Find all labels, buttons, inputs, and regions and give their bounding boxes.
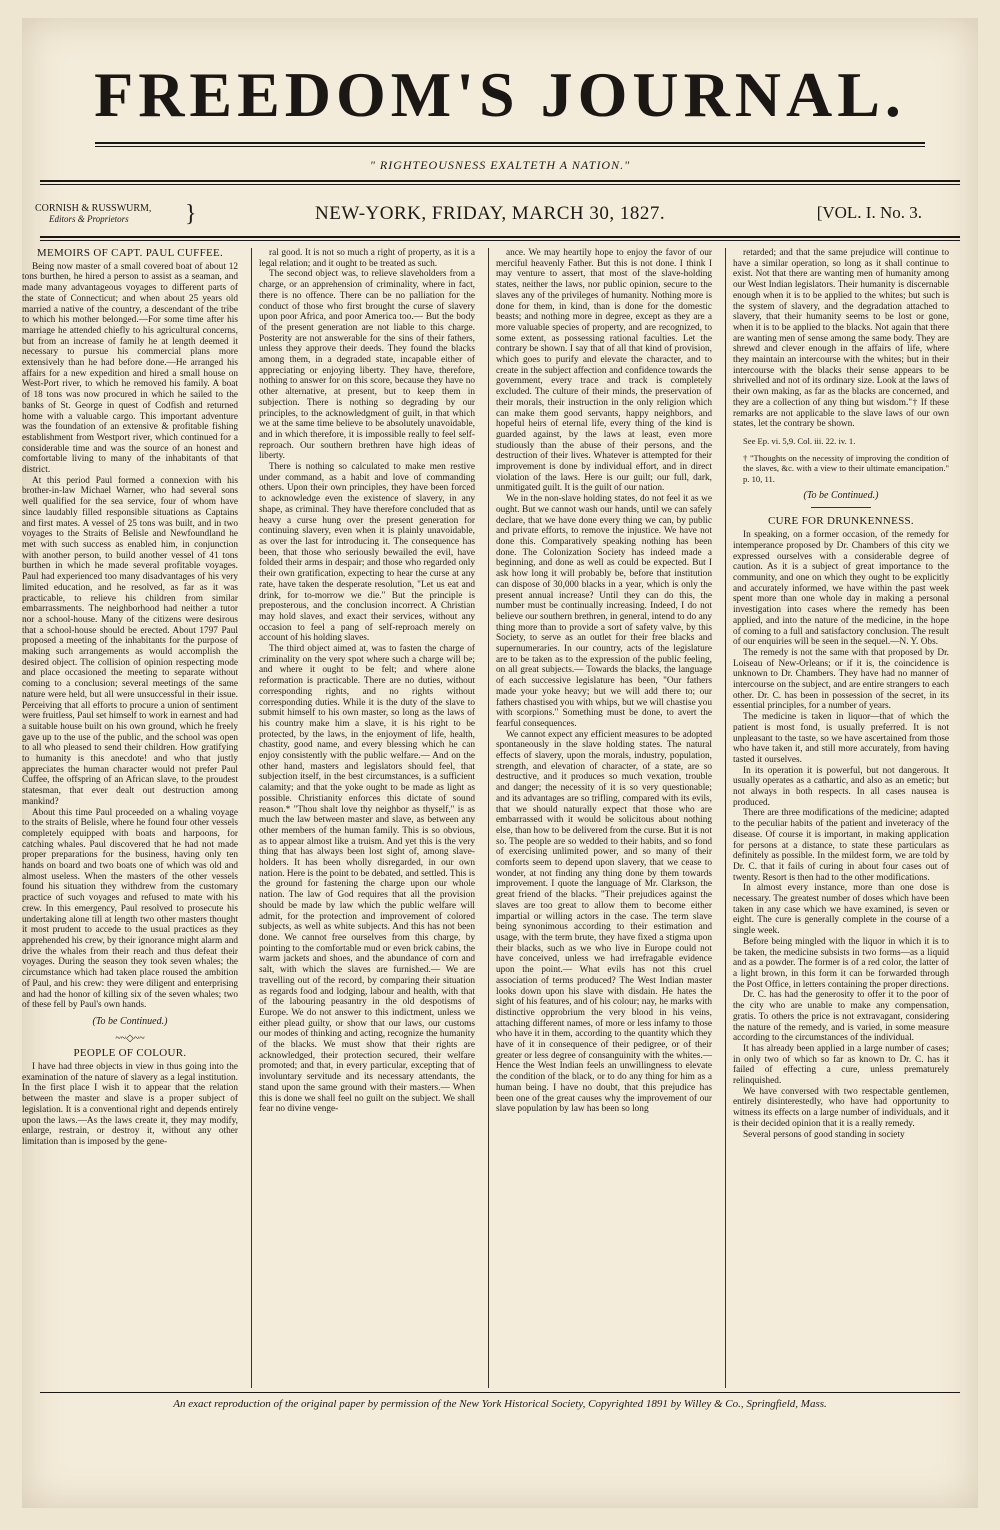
masthead-rule-top-thin <box>95 146 925 147</box>
drunkenness-paragraph: Dr. C. has had the generosity to offer it to the poor of the city who are unable to make any compensation, gratis. To others the price is not extravagant, considering the nature of the remedy, and is varied, in some measure according to the circumstances of the individual. <box>733 990 949 1044</box>
drunkenness-paragraph: The medicine is taken in liquor—that of which the patient is most fond, is usually preferred. It is not unpleasant to the taste, so we have ascertained from those who have taken it, and still more accurately, from having tasted it ourselves. <box>733 712 949 765</box>
drunkenness-paragraph: Before being mingled with the liquor in which it is to be taken, the medicine subsists in two forms—as a liquid and as a powder. The former is of a red color, the latter of a light brown, in this form it can be forwarded through the Post Office, in letters containing the proper directions. <box>733 936 949 990</box>
masthead-title: FREEDOM'S JOURNAL. <box>94 59 906 130</box>
column-divider <box>251 248 252 1388</box>
section-rule <box>811 507 871 508</box>
volume-number: [VOL. I. No. 3. <box>816 203 922 222</box>
masthead-rule-top <box>95 142 925 144</box>
ornament-divider: ~~◇~~ <box>115 1032 145 1044</box>
colour-heading: PEOPLE OF COLOUR. <box>73 1047 187 1060</box>
footer-rule <box>40 1392 960 1393</box>
colour-paragraph: retarded; and that the same prejudice will continue to have a similar operation, so long as it shall continue to exist. Not that there are wanting men of humanity among our West Indian legislators. Their humanity is discernable enough when it is to be applied to the whites; but such is the system of slavery, and the degradation attached to slavery, that their humanity seems to be lost or gone, when it is to be applied to the blacks. Not again that there are wanting men of sense among the same body. They are shrewd and clever enough in the affairs of life, where they maintain an intercourse with the whites; but in their intercourse with the blacks their sense appears to be shrivelled and not of its ordinary size. Look at the laws of their own making, as far as the blacks are concerned, and they are a collection of any thing but wisdom."† If these remarks are not applicable to the slave laws of our own states, let the contrary be shown. <box>733 248 949 430</box>
drunkenness-paragraph: In speaking, on a former occasion, of the remedy for intemperance proposed by Dr. Chambers of this city we expressed ourselves with a considerable degree of caution. As it is a subject of great importance to the community, and one on which they ought to be explicitly and accurately informed, we have within the past week spent more than one whole day in making a personal investigation into cases where the remedy has been applied, and into the nature of the medicine, in the hope of coming to a full and satisfactory conclusion. The result of our enquiries will be seen in the sequel.—N. Y. Obs. <box>733 530 949 648</box>
place-date: NEW-YORK, FRIDAY, MARCH 30, 1827. <box>315 203 666 224</box>
cuffee-continued: (To be Continued.) <box>92 1015 168 1027</box>
cuffee-paragraph: About this time Paul proceeded on a whaling voyage to the straits of Belisle, where he found four other vessels completely equipped with boats and harpoons, for catching whales. Paul discovered that he had not made proper preparations for the business, having only ten hands on board and two boats one of which was old and almost useless. When the masters of the other vessels found his situation they withdrew from the customary practice of such voyages and refused to mate with his crew. In this emergency, Paul resolved to prosecute his undertaking alone till at length two other masters thought it most prudent to accede to the usual practices as they apprehended his crew, by their ignorance might alarm and drive the whales from their reach and thus defeat their voyages. During the season they took seven whales; the circumstance which had taken place roused the ambition of Paul, and his crew: they were diligent and enterprising and had the honor of killing six of the seven whales; two of these fell by Paul's own hands. <box>22 807 238 1011</box>
colour-paragraph: The second object was, to relieve slaveholders from a charge, or an apprehension of criminality, where in fact, there is no offence. There can be no palliation for the conduct of those who first brought the curse of slavery upon poor Africa, and poor America too.— But the body of the present generation are not liable to this charge. Posterity are not answerable for the sins of their fathers, unless they approve their deeds. They found the blacks among them, in a degraded state, incapable either of appreciating or enjoying liberty. They have, therefore, nothing to answer for on this score, because they have no other alternative, at present, but to keep them in subjection. There is nothing so degrading by our principles, to the acknowledgment of guilt, in that which we at the same time believe to be absolutely unavoidable, and in which therefore, it is impossible really to feel self-reproach. Our southern brethren have high ideas of liberty. <box>259 269 475 462</box>
footnote: See Ep. vi. 5,9. Col. iii. 22. iv. 1. <box>743 435 856 446</box>
article-columns <box>22 248 957 1388</box>
drunkenness-paragraph: It has already been applied in a large number of cases; in only two of which so far as known to Dr. C. has it failed of effecting a cure, unless prematurely relinquished. <box>733 1043 949 1087</box>
drunkenness-paragraph: In almost every instance, more than one dose is necessary. The greatest number of doses which have been taken in any case which we have examined, is seven or eight. The cure is generally complete in the course of a single week. <box>733 883 949 937</box>
reproduction-note: An exact reproduction of the original paper by permission of the New York Historical Society, Copyrighted 1891 by Willey & Co., Springfield, Mass. <box>173 1398 827 1410</box>
publisher-role: Editors & Proprietors <box>49 214 129 224</box>
colour-paragraph: There is nothing so calculated to make men restive under command, as a habit and love of commanding others. Upon their own principles, they have been forced to acknowledge even the existence of slavery, in any shape, as criminal. They have therefore concluded that as heavy a curse hung over the present generation for continuing slavery, even when it is plainly unavoidable, as over the last for introducing it. The consequence has been, that those who seriously bewailed the evil, have folded their arms in despair; and those who regarded only their own gratification, expecting to hear the curse at any rate, have taken the desperate resolution, "Let us eat and drink, for to-morrow we die." But the principle is preposterous, and the conclusion incorrect. A Christian may hold slaves, and exact their services, without any occasion to feel a pang of self-reproach merely on account of his holding slaves. <box>259 462 475 644</box>
column-divider <box>725 248 726 1388</box>
publisher-name: CORNISH & RUSSWURM, <box>35 203 152 214</box>
colour-paragraph: We cannot expect any efficient measures to be adopted spontaneously in the slave holding states. The natural effects of slavery, upon the morals, industry, population, strength, and elevation of character, of a state, are so destructive, and it produces so much vexation, trouble and danger; the necessity of it is so very questionable; and its advantages are so trifling, compared with its evils, that we should naturally expect that those who are embarrassed with it would be solicitous about nothing else, than how to be delivered from the curse. But it is not so. The people are so wedded to their habits, and so fond of exercising unlimited power, and so many of their comforts seem to depend upon slavery, that we cease to wonder, at not finding any thing done by them towards improvement. I quote the language of Mr. Clarkson, the great friend of the blacks. "Their prejudices against the slaves are too great to allow them to become either impartial or willing actors in the case. The term slave being synonimous according to their estimation and usage, with the term brute, they have fixed a stigma upon their blacks, such as we who live in Europe could not have conceived, unless we had irrefragable evidence upon the point.— What evils has not this cruel association of terms produced? The West Indian master looks down upon his slave with disdain. He hates the sight of his features, and of his colour; nay, he marks with distinctive opprobrium the very blood in his veins, attaching different names, of more or less infamy to those who have it in them, according to the quantity which they have of it in consequence of their pedigree, or of their greater or less degree of consanguinity with the whites.— Hence the West Indian feels an unwillingness to elevate the condition of the black, or to do any thing for him as a human being. I have no doubt, that this prejudice has been one of the great causes why the improvement of our slave population by law has been so long <box>496 729 712 1115</box>
drunkenness-paragraph: We have conversed with two respectable gentlemen, entirely disinterestedly, who have had opportunity to witness its effects on a large number of individuals, and it is their decided opinion that it is a really remedy. <box>733 1086 949 1129</box>
colour-paragraph: We in the non-slave holding states, do not feel it as we ought. But we cannot wash our hands, until we can safely declare, that we have done every thing we can, by public and private efforts, to remove the injustice. We have not done this. Comparatively speaking nothing has been done. The Colonization Society has indeed made a beginning, and done as well as could be expected. But I ask how long it will probably be, before that institution can dispose of 30,000 blacks in a year, which is only the present annual increase? Until they can do this, the number must be continually increasing. Indeed, I do not believe our southern brethren, in general, intend to do any thing more than to provide a sort of safety valve, by this Society, to serve as an outlet for their free blacks and supernumeraries. In our country, acts of the legislature are to be taken as to the expression of the public feeling, on all great subjects.— Towards the blacks, the language of each successive legislature has been, "Our fathers made your yoke heavy; but we will add there to; our fathers chastised you with whips, but we will chastise you with scorpions." Something must be done, to avert the fearful consequences. <box>496 494 712 729</box>
cuffee-paragraph: At this period Paul formed a connexion with his brother-in-law Michael Warner, who had several sons well qualified for the sea service, four of whom have since laudably filled responsible situations as Captains and first mates. A vessel of 25 tons was built, and in two voyages to the Straits of Belisle and Newfoundland he met with such success as enabled him, in conjunction with another person, to build another vessel of 41 tons burthen in which he made several profitable voyages. Paul had experienced too many disadvantages of his very limited education, and he resolved, as far as it was practicable, to relieve his children from similar embarrassments. The neighborhood had neither a tutor nor a school-house. Many of the citizens were desirous that a school-house should be erected. About 1797 Paul proposed a meeting of the inhabitants for the purpose of making such arrangements as would accomplish the desired object. The collision of opinion respecting mode and place occasioned the meeting to separate without coming to a conclusion; several meetings of the same nature were held, but all were unsuccessful in their issue. Perceiving that all efforts to procure a union of sentiment were fruitless, Paul set himself to work in earnest and had a suitable house built on his own ground, which he freely gave up to the use of the public, and the school was open to all who pleased to send their children. How gratifying to humanity is this anecdote! and who that justly appreciates the human character would not prefer Paul Cuffee, the offspring of an African slave, to the proudest statesman, that ever dealt out destruction among mankind? <box>22 475 238 807</box>
footnote: † "Thoughts on the necessity of improving the condition of the slaves, &c. with a view to their ultimate emancipation." p. 10, 11. <box>743 452 949 485</box>
brace-glyph: } <box>185 201 197 227</box>
column-2 <box>259 248 475 1388</box>
colour-paragraph: ral good. It is not so much a right of property, as it is a legal relation; and it ought to be treated as such. <box>259 248 475 269</box>
colour-paragraph: The third object aimed at, was to fasten the charge of criminality on the very spot where such a charge will be; and where it ought to be felt; and where alone reformation is practicable. There are no duties, without corresponding rights, and no rights without corresponding duties. While it is the duty of the slave to submit himself to his own master, so long as the laws of his country make him a slave, it is his right to be protected, by the laws, in the enjoyment of life, health, chastity, good name, and every blessing which he can enjoy consistently with the public welfare.— And on the other hand, masters and legislators should feel, that subjection itself, in the best circumstances, is a sufficient calamity; and that the yoke ought to be made as light as possible. Christianity enforces this dictate of sound reason.* "Thou shalt love thy neighbor as thyself," is as much the law between master and slave, as between any other members of the human family. This is so obvious, as to appear almost like a truism. And yet this is the very thing that has always been lost sight of, among slave-holders. It has been wholly disregarded, in our own nation. Here is the point to be debated, and settled. This is the ground for fastening the charge upon our whole nation. The law of God requires that all the provision should be made by law which the public welfare will admit, for the protection and improvement of colored subjects, as well as white subjects. And this has not been done. We cannot free ourselves from this charge, by pointing to the comfortable mud or even brick cabins, the warm jackets and shoes, and the abundance of corn and salt, with which the slaves are furnished.— We are travelling out of the record, by comparing their situation as regards food and lodging, labour and health, with that of the labouring peasantry in the old despotisms of Europe. We do not answer to this indictment, unless we either plead guilty, or show that our laws, our customs our modes of thinking and acting, recognize the humanity of the blacks. We must show that their rights are acknowledged, their protection secured, their welfare promoted; and that, in every particular, excepting that of involuntary servitude and its necessary attendants, the stand upon the same ground with their masters.— When this is done we shall feel no guilt on the subject. We shall fear no divine venge- <box>259 644 475 1115</box>
motto-rule <box>40 180 960 182</box>
column-divider <box>488 248 489 1388</box>
colour-continued: (To be Continued.) <box>803 489 879 501</box>
column-3 <box>496 248 712 1388</box>
dateline <box>35 203 960 233</box>
colour-paragraph: ance. We may heartily hope to enjoy the favor of our merciful heavenly Father. But this is not done. I think I may venture to assert, that most of the slave-holding states, neither the laws, nor public opinion, secure to the slaves any of the privileges of humanity. Nothing more is done for them, in kind, than is done for the domestic beasts; and nothing more in degree, except as they are a more valuable species of property, and are recognized, to some extent, as possessing rational faculties. Let the contrary be shown. I say that of all that kind of provision, which goes to purify and elevate the character, and to create in the subject affection and confidence towards the government, every trace and track is completely excluded. The culture of their minds, the preservation of their morals, their instruction in the only religion which can make them good servants, happy neighbors, and hopeful heirs of eternal life, every thing of the kind is guarded against, by the laws at least, even more studiously than the abuse of their persons, and the destruction of their lives. Whatever is attempted for their improvement is done by individual effort, and in direct violation of the laws. Here is our guilt; our full, dark, unmitigated guilt. It is the guilt of our nation. <box>496 248 712 494</box>
drunkenness-heading: CURE FOR DRUNKENNESS. <box>768 515 914 528</box>
cuffee-paragraph: Being now master of a small covered boat of about 12 tons burthen, he hired a person to assist as a seaman, and made many advantageous voyages to different parts of the state of Connecticut; and when about 25 years old married a native of the country, a descendant of the tribe to which his mother belonged.—For some time after his marriage he attended chiefly to his agricultural concerns, but from an increase of family he at length deemed it necessary to pursue his commercial plans more extensively than he had before done.—He arranged his affairs for a new expedition and hired a small house on West-Port river, to which he removed his family. A boat of 18 tons was now procured in which he sailed to the banks of St. George in quest of Codfish and returned home with a valuable cargo. This important adventure was the foundation of an extensive & profitable fishing establishment from Westport river, which continued for a considerable time and was the source of an honest and comfortable living to many of the inhabitants of that district. <box>22 261 238 476</box>
dateline-rule <box>40 236 960 238</box>
cuffee-heading: MEMOIRS OF CAPT. PAUL CUFFEE. <box>36 248 224 259</box>
column-1 <box>22 248 238 1388</box>
publisher-block <box>35 203 151 225</box>
column-4 <box>733 248 949 1388</box>
drunkenness-paragraph: There are three modifications of the medicine; adapted to the peculiar habits of the patient and inveteracy of the disease. Of course it is important, in making application for persons at a distance, to state these particulars as definitely as possible. In the mildest form, we are told by Dr. C. that it fails of curing in about four cases out of twenty. Resort is then had to the other modifications. <box>733 808 949 883</box>
drunkenness-paragraph: Several persons of good standing in society <box>743 1129 905 1140</box>
dateline-rule-thin <box>40 240 960 241</box>
drunkenness-paragraph: In its operation it is powerful, but not dangerous. It usually operates as a cathartic, and also as an emetic; but not always in both respects. In all cases nausea is produced. <box>733 765 949 808</box>
drunkenness-paragraph: The remedy is not the same with that proposed by Dr. Loiseau of New-Orleans; or if it is, the coincidence is unknown to Dr. Chambers. They have had no manner of intercourse on the subject, and are entire strangers to each other. Dr. C. has been in possession of the secret, in its essential principles, for a number of years. <box>733 647 949 712</box>
motto: " RIGHTEOUSNESS EXALTETH A NATION." <box>369 158 631 172</box>
motto-rule-thin <box>40 184 960 185</box>
colour-paragraph: I have had three objects in view in thus going into the examination of the nature of slavery as a legal institution. In the first place I wish it to appear that the relation between the master and slave is a proper subject of legislation. It is a conventional right and depends entirely upon the laws.—As the laws create it, they may modify, enlarge, restrain, or destroy it, without any other limitation than is imposed by the gene- <box>22 1062 238 1147</box>
